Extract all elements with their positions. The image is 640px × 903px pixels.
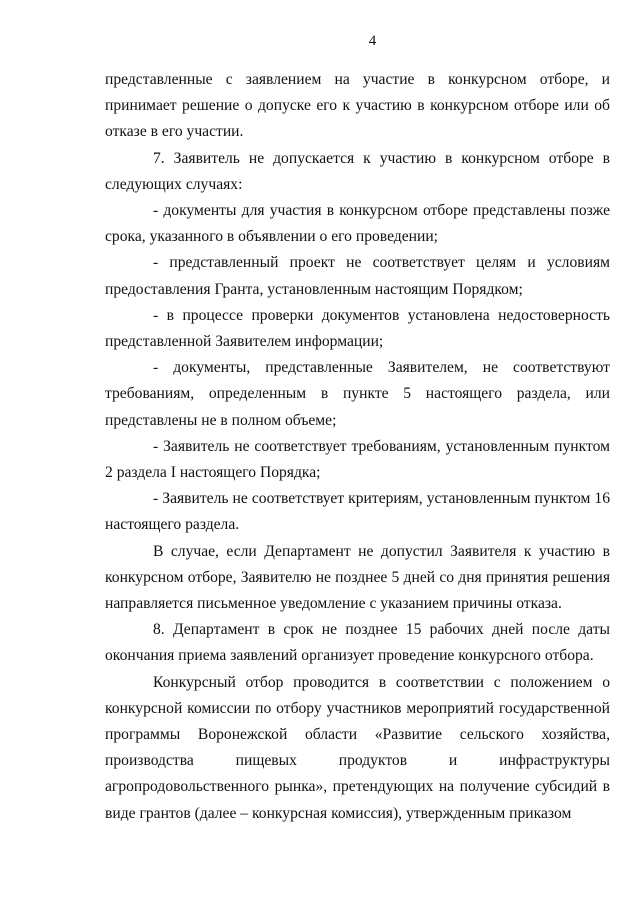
paragraph-competition-procedure: Конкурсный отбор проводится в соответствии с положением о конкурсной комиссии по отбору участников мероприятий государственной программы Воронежской области «Развитие сельского хозяйства, производства пищевых продуктов и инфраструктуры агропродовольственного рынка», претендующих на получение субсидий в виде грантов (далее – конкурсная комиссия), утвержденным приказом [105,673,610,822]
page-number: 4 [368,33,377,49]
list-item-late-documents: - документы для участия в конкурсном отборе представлены позже срока, указанного в объявлении о его проведении; [105,202,610,246]
paragraph-refusal-notice: В случае, если Департамент не допустил Заявителя к участию в конкурсном отборе, Заявителю не позднее 5 дней со дня принятия решения направляется письменное уведомление с указанием причины отказа. [105,542,610,613]
list-item-false-information: - в процессе проверки документов установлена недостоверность представленной Заявителем информации; [105,306,610,351]
paragraph-item-8: 8. Департамент в срок не позднее 15 рабочих дней после даты окончания приема заявлений организует проведение конкурсного отбора. [105,621,610,665]
list-item-project-mismatch: - представленный проект не соответствует целям и условиям предоставления Гранта, установленным настоящим Порядком; [105,254,610,298]
list-item-criteria-mismatch: - Заявитель не соответствует критериям, установленным пунктом 16 настоящего раздела. [105,490,610,534]
paragraph-continuation: представленные с заявлением на участие в конкурсном отборе, и принимает решение о допуске его к участию в конкурсном отборе или об отказе в его участии. [105,71,610,141]
list-item-requirements-mismatch: - Заявитель не соответствует требованиям, установленным пунктом 2 раздела I настоящего Порядка; [105,437,610,482]
paragraph-item-7: 7. Заявитель не допускается к участию в конкурсном отборе в следующих случаях: [105,149,610,193]
list-item-incomplete-documents: - документы, представленные Заявителем, не соответствуют требованиям, определенным в пункте 5 настоящего раздела, или представлены не в полном объеме; [105,359,610,429]
